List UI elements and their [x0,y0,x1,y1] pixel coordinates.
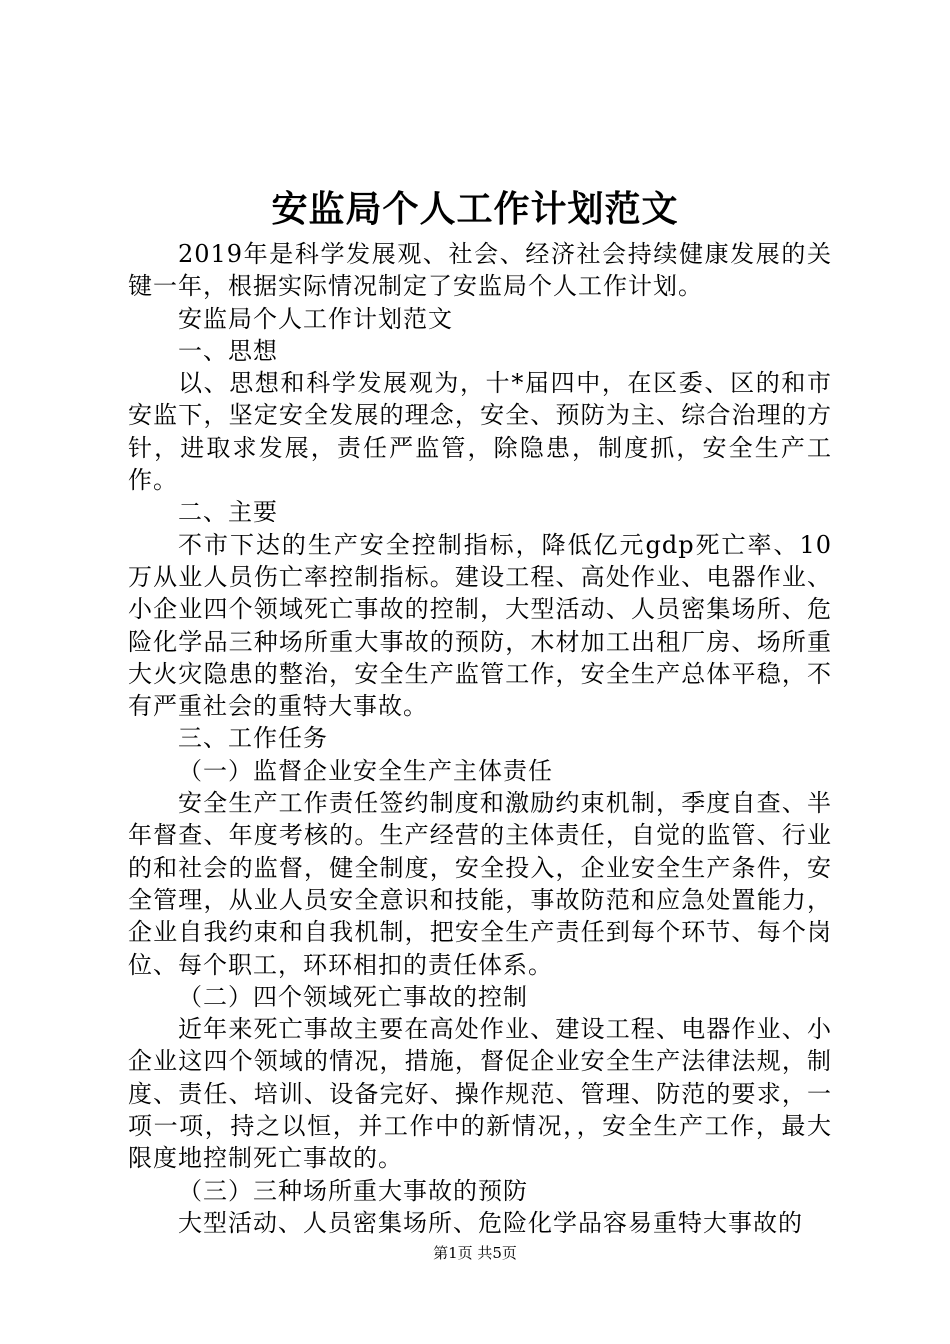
paragraph: 近年来死亡事故主要在高处作业、建设工程、电器作业、小企业这四个领域的情况，措施，督促企业安全生产法律法规，制度、责任、培训、设备完好、操作规范、管理、防范的要求，一项一项，持之以恒，并工作中的新情况，，安全生产工作，最大限度地控制死亡事故的。 [128,1015,832,1173]
section-heading: 二、主要 [178,498,278,527]
subsection-heading: （一）监督企业安全生产主体责任 [178,756,553,785]
subsection-heading: （二）四个领域死亡事故的控制 [178,982,528,1011]
paragraph: 不市下达的生产安全控制指标，降低亿元gdp死亡率、10万从业人员伤亡率控制指标。建设工程、高处作业、电器作业、小企业四个领域死亡事故的控制，大型活动、人员密集场所、危险化学品三种场所重大事故的预防，木材加工出租厂房、场所重大火灾隐患的整治，安全生产监管工作，安全生产总体平稳，不有严重社会的重特大事故。 [128,530,832,721]
section-heading: 一、思想 [178,336,278,365]
paragraph: 安监局个人工作计划范文 [178,304,453,333]
section-heading: 三、工作任务 [178,724,328,753]
page-footer: 第1页 共5页 [433,1244,517,1262]
document-body [128,238,832,1239]
document-title: 安监局个人工作计划范文 [271,188,679,230]
subsection-heading: （三）三种场所重大事故的预防 [178,1176,528,1205]
paragraph: 安全生产工作责任签约制度和激励约束机制，季度自查、半年督查、年度考核的。生产经营的主体责任，自觉的监管、行业的和社会的监督，健全制度，安全投入，企业安全生产条件，安全管理，从业人员安全意识和技能，事故防范和应急处置能力，企业自我约束和自我机制，把安全生产责任到每个环节、每个岗位、每个职工，环环相扣的责任体系。 [128,789,832,979]
paragraph: 大型活动、人员密集场所、危险化学品容易重特大事故的 [178,1208,803,1237]
paragraph: 2019年是科学发展观、社会、经济社会持续健康发展的关键一年，根据实际情况制定了安监局个人工作计划。 [128,240,832,301]
paragraph: 以、思想和科学发展观为，十*届四中，在区委、区的和市安监下，坚定安全发展的理念，安全、预防为主、综合治理的方针，进取求发展，责任严监管，除隐患，制度抓，安全生产工作。 [128,369,832,495]
